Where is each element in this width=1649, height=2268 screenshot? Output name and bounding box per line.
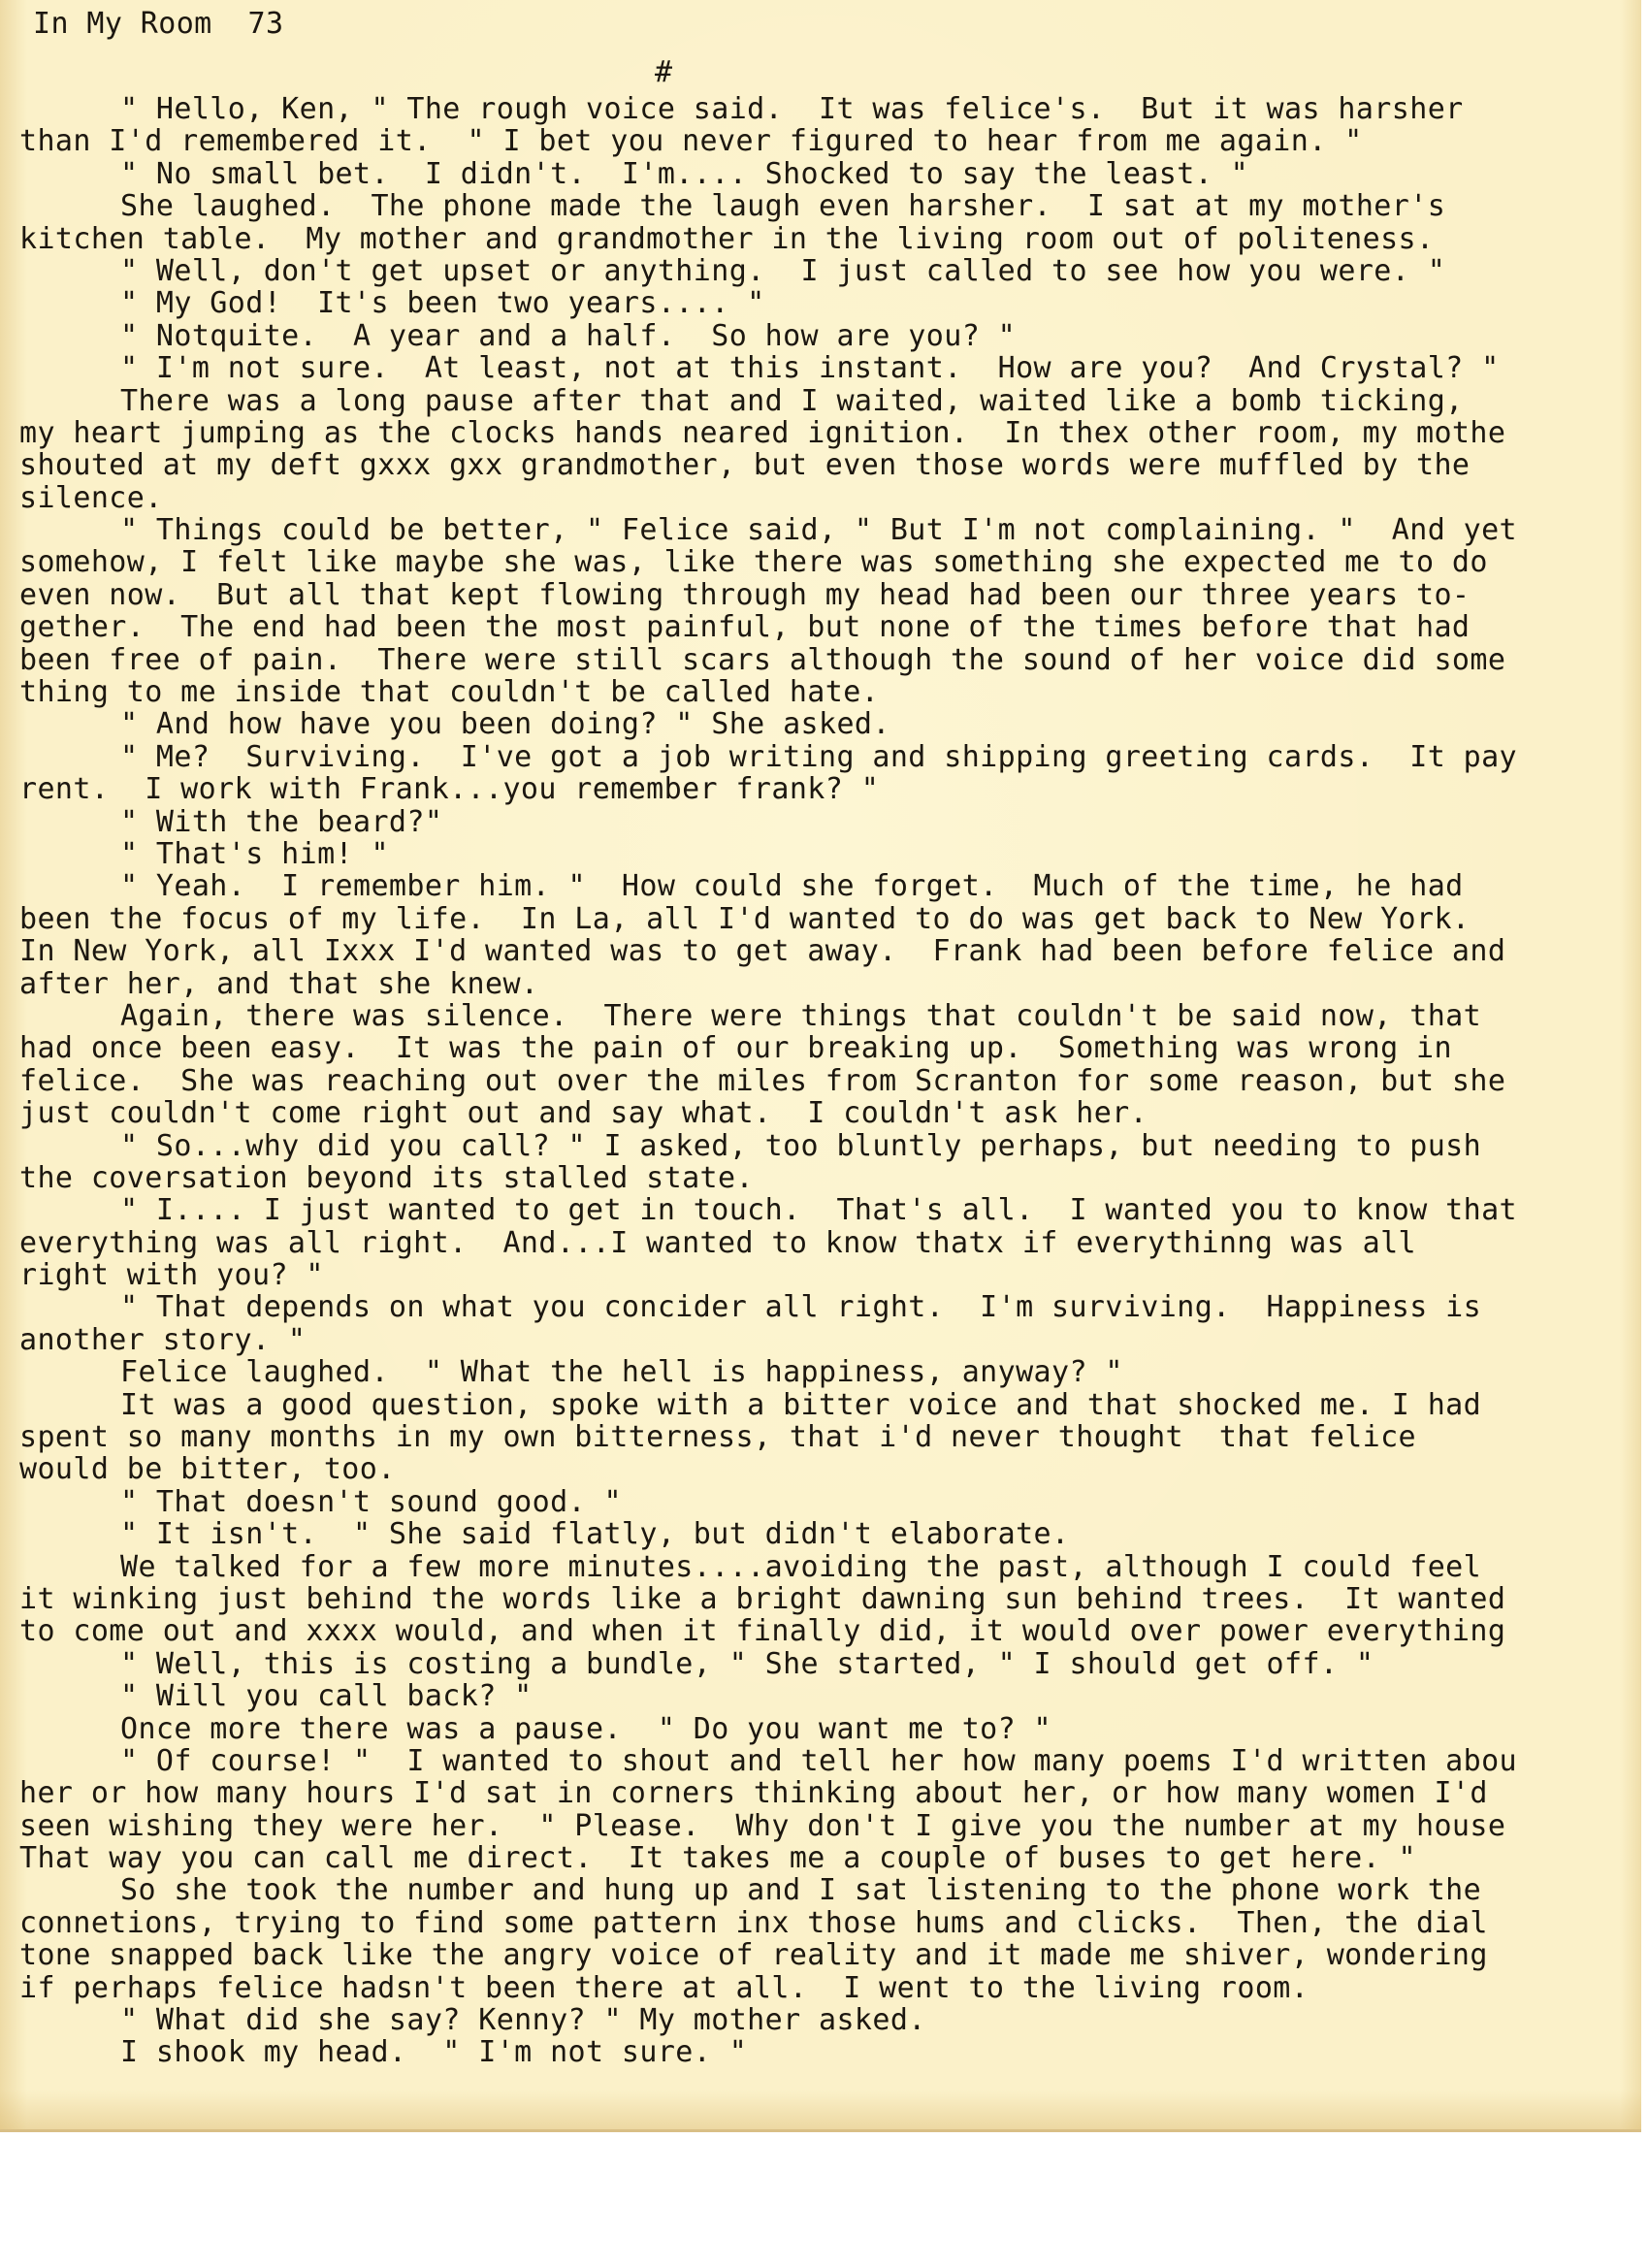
text-line: " Of course! " I wanted to shout and tell her how many poems I'd written abou: [120, 1743, 1517, 1778]
text-line: There was a long pause after that and I waited, waited like a bomb ticking,: [120, 383, 1464, 418]
text-line: " That doesn't sound good. ": [120, 1484, 622, 1519]
text-line: " Will you call back? ": [120, 1679, 533, 1714]
text-line: silence.: [19, 480, 163, 515]
text-line: just couldn't come right out and say what. I couldn't ask her.: [19, 1096, 1148, 1131]
text-line: everything was all right. And...I wanted to know thatx if everythinng was all: [19, 1225, 1416, 1260]
text-line: " What did she say? Kenny? " My mother asked.: [120, 2003, 926, 2038]
text-line: " Notquite. A year and a half. So how are you? ": [120, 318, 1017, 353]
text-line: " I.... I just wanted to get in touch. That's all. I wanted you to know that: [120, 1193, 1517, 1228]
text-line: " Yeah. I remember him. " How could she forget. Much of the time, he had: [120, 869, 1464, 904]
text-line: Once more there was a pause. " Do you want me to? ": [120, 1711, 1051, 1746]
text-line: " Things could be better, " Felice said, " But I'm not complaining. " And yet: [120, 513, 1517, 548]
text-line: " Hello, Ken, " The rough voice said. It was felice's. But it was harsher: [120, 92, 1464, 126]
text-line: " Me? Surviving. I've got a job writing and shipping greeting cards. It pay: [120, 739, 1517, 774]
text-line: my heart jumping as the clocks hands neared ignition. In thex other room, my mothe: [19, 415, 1506, 450]
text-line: We talked for a few more minutes....avoiding the past, although I could feel: [120, 1549, 1482, 1584]
text-line: " And how have you been doing? " She asked.: [120, 707, 890, 742]
text-line: " That's him! ": [120, 836, 389, 871]
text-line: I shook my head. " I'm not sure. ": [120, 2035, 748, 2070]
text-line: even now. But all that kept flowing through my head had been our three years to-: [19, 577, 1471, 612]
text-line: had once been easy. It was the pain of our breaking up. Something was wrong in: [19, 1031, 1452, 1066]
text-line: So she took the number and hung up and I sat listening to the phone work the: [120, 1873, 1482, 1908]
text-line: " I'm not sure. At least, not at this instant. How are you? And Crystal? ": [120, 351, 1500, 386]
text-line: gether. The end had been the most painful, but none of the times before that had: [19, 610, 1471, 645]
text-line: " No small bet. I didn't. I'm.... Shocked to say the least. ": [120, 156, 1249, 191]
text-line: rent. I work with Frank...you remember frank? ": [19, 772, 880, 807]
text-line: would be bitter, too.: [19, 1452, 396, 1487]
text-line: been free of pain. There were still scars although the sound of her voice did some: [19, 642, 1506, 677]
text-line: " Well, this is costing a bundle, " She started, " I should get off. ": [120, 1646, 1374, 1681]
text-line: the coversation beyond its stalled state.: [19, 1160, 754, 1195]
manuscript-body: [19, 93, 1517, 2069]
text-line: It was a good question, spoke with a bitter voice and that shocked me. I had: [120, 1387, 1482, 1422]
text-line: " With the beard?": [120, 804, 443, 839]
text-line: " My God! It's been two years.... ": [120, 286, 765, 321]
text-line: spent so many months in my own bitterness, that i'd never thought that felice: [19, 1420, 1416, 1455]
text-line: seen wishing they were her. " Please. Why don't I give you the number at my house: [19, 1808, 1506, 1843]
text-line: That way you can call me direct. It takes me a couple of buses to get here. ": [19, 1841, 1416, 1876]
text-line: somehow, I felt like maybe she was, like there was something she expected me to do: [19, 545, 1488, 580]
text-line: " So...why did you call? " I asked, too bluntly perhaps, but needing to push: [120, 1128, 1482, 1163]
text-line: to come out and xxxx would, and when it finally did, it would over power everything: [19, 1614, 1506, 1649]
text-line: kitchen table. My mother and grandmother in the living room out of politeness.: [19, 221, 1435, 256]
text-line: it winking just behind the words like a bright dawning sun behind trees. It wanted: [19, 1581, 1506, 1616]
text-line: her or how many hours I'd sat in corners thinking about her, or how many women I'd: [19, 1776, 1488, 1811]
text-line: Felice laughed. " What the hell is happiness, anyway? ": [120, 1355, 1123, 1390]
text-line: right with you? ": [19, 1258, 324, 1293]
page-header: In My Room 73: [33, 7, 284, 41]
scene-break-marker: #: [655, 55, 673, 89]
text-line: " It isn't. " She said flatly, but didn't elaborate.: [120, 1517, 1070, 1552]
text-line: Again, there was silence. There were things that couldn't be said now, that: [120, 998, 1482, 1033]
text-line: " That depends on what you concider all right. I'm surviving. Happiness is: [120, 1290, 1482, 1325]
text-line: than I'd remembered it. " I bet you never figured to hear from me again. ": [19, 124, 1363, 159]
text-line: " Well, don't get upset or anything. I just called to see how you were. ": [120, 253, 1446, 288]
text-line: tone snapped back like the angry voice of reality and it made me shiver, wondering: [19, 1938, 1488, 1973]
text-line: felice. She was reaching out over the miles from Scranton for some reason, but she: [19, 1063, 1506, 1098]
text-line: if perhaps felice hadsn't been there at all. I went to the living room.: [19, 1970, 1310, 2005]
text-line: thing to me inside that couldn't be called hate.: [19, 675, 880, 710]
text-line: been the focus of my life. In La, all I'd wanted to do was get back to New York.: [19, 901, 1471, 936]
text-line: In New York, all Ixxx I'd wanted was to get away. Frank had been before felice and: [19, 934, 1506, 969]
text-line: after her, and that she knew.: [19, 966, 539, 1001]
text-line: She laughed. The phone made the laugh even harsher. I sat at my mother's: [120, 189, 1446, 224]
text-line: shouted at my deft gxxx gxx grandmother, but even those words were muffled by the: [19, 448, 1471, 483]
text-line: connetions, trying to find some pattern inx those hums and clicks. Then, the dial: [19, 1905, 1488, 1940]
text-line: another story. ": [19, 1322, 307, 1357]
